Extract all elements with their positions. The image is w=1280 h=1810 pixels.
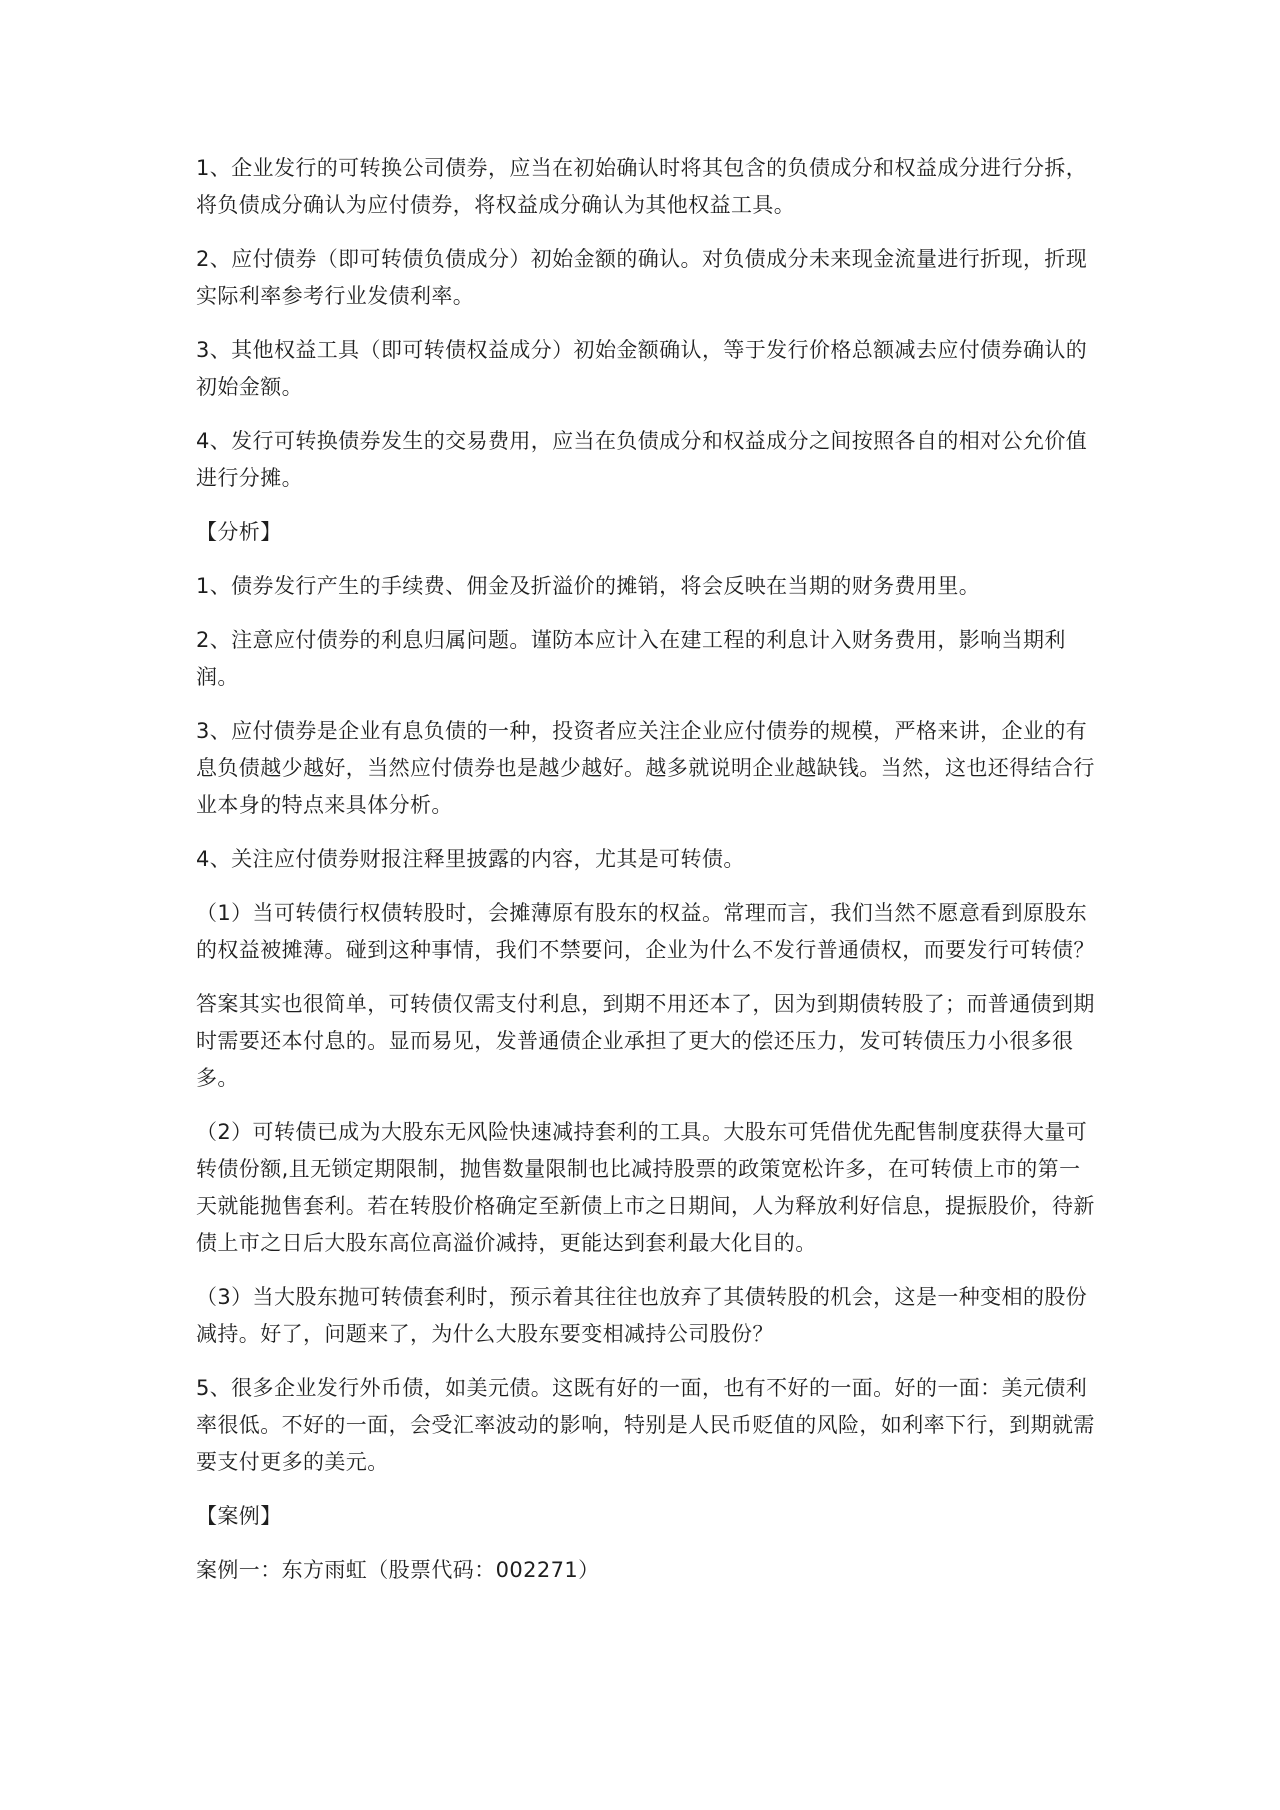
analysis-point-3: 3、应付债券是企业有息负债的一种，投资者应关注企业应付债券的规模，严格来讲，企业的有息负债越少越好，当然应付债券也是越少越好。越多就说明企业越缺钱。当然，这也还得结合行业本身的特点来具体分析。 xyxy=(196,719,1095,817)
paragraph-point-4: 4、发行可转换债券发生的交易费用，应当在负债成分和权益成分之间按照各自的相对公允价值进行分摊。 xyxy=(196,429,1088,490)
analysis-point-4: 4、关注应付债券财报注释里披露的内容，尤其是可转债。 xyxy=(196,847,745,871)
paragraph-point-3: 3、其他权益工具（即可转债权益成分）初始金额确认，等于发行价格总额减去应付债券确认的初始金额。 xyxy=(196,338,1088,399)
analysis-subpoint-3: （3）当大股东抛可转债套利时，预示着其往往也放弃了其债转股的机会，这是一种变相的股份减持。好了，问题来了，为什么大股东要变相减持公司股份？ xyxy=(196,1285,1088,1346)
paragraph-point-2: 2、应付债券（即可转债负债成分）初始金额的确认。对负债成分未来现金流量进行折现，折现实际利率参考行业发债利率。 xyxy=(196,247,1088,308)
analysis-point-5: 5、很多企业发行外币债，如美元债。这既有好的一面，也有不好的一面。好的一面：美元债利率很低。不好的一面，会受汇率波动的影响，特别是人民币贬值的风险，如利率下行，到期就需要支付更多的美元。 xyxy=(196,1376,1095,1474)
analysis-point-2: 2、注意应付债券的利息归属问题。谨防本应计入在建工程的利息计入财务费用，影响当期利润。 xyxy=(196,628,1066,689)
analysis-subpoint-2: （2）可转债已成为大股东无风险快速减持套利的工具。大股东可凭借优先配售制度获得大量可转债份额,且无锁定期限制，抛售数量限制也比减持股票的政策宽松许多，在可转债上市的第一天就能抛售套利。若在转股价格确定至新债上市之日期间，人为释放利好信息，提振股价，待新债上市之日后大股东高位高溢价减持，更能达到套利最大化目的。 xyxy=(196,1120,1095,1255)
paragraph-point-1: 1、企业发行的可转换公司债券，应当在初始确认时将其包含的负债成分和权益成分进行分拆，将负债成分确认为应付债券，将权益成分确认为其他权益工具。 xyxy=(196,156,1088,217)
analysis-point-1: 1、债券发行产生的手续费、佣金及折溢价的摊销，将会反映在当期的财务费用里。 xyxy=(196,574,981,598)
section-heading-analysis: 【分析】 xyxy=(196,520,282,544)
analysis-subpoint-1: （1）当可转债行权债转股时，会摊薄原有股东的权益。常理而言，我们当然不愿意看到原股东的权益被摊薄。碰到这种事情，我们不禁要问，企业为什么不发行普通债权，而要发行可转债？ xyxy=(196,901,1095,962)
analysis-answer-paragraph: 答案其实也很简单，可转债仅需支付利息，到期不用还本了，因为到期债转股了；而普通债到期时需要还本付息的。显而易见，发普通债企业承担了更大的偿还压力，发可转债压力小很多很多。 xyxy=(196,992,1095,1090)
document-body xyxy=(196,150,1096,1606)
case-1-title: 案例一：东方雨虹（股票代码：002271） xyxy=(196,1558,600,1582)
section-heading-case: 【案例】 xyxy=(196,1504,282,1528)
